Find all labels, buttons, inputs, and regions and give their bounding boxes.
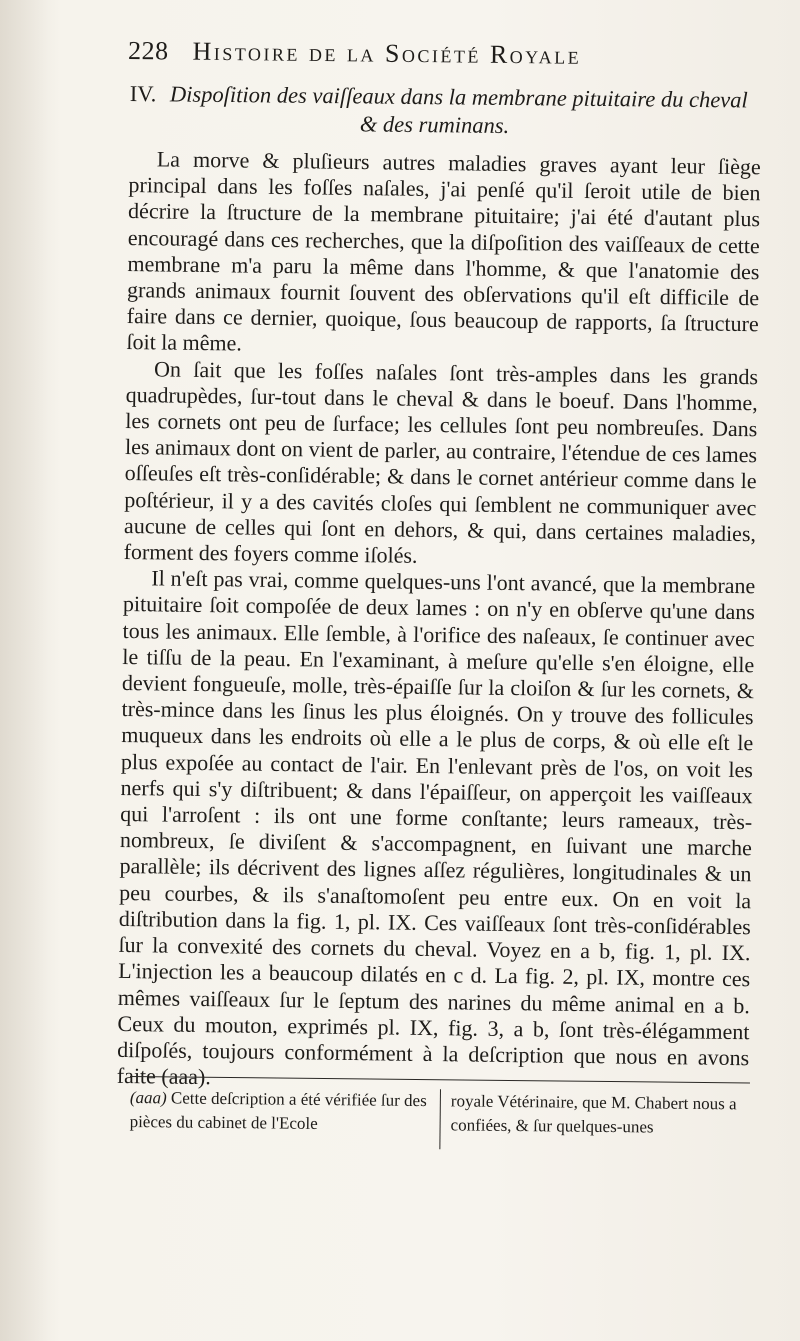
footnote-left-text: Cette deſcription a été vérifiée ſur des pièces du cabinet de l'Ecole — [129, 1088, 427, 1133]
section-number: IV. — [129, 80, 157, 107]
running-title: Histoire de la Société Royale — [192, 36, 582, 70]
body-text — [117, 146, 761, 1098]
running-head — [128, 36, 748, 82]
footnote-right-text: royale Vétérinaire, que M. Chabert nous a confiées, & ſur quelques-unes — [450, 1091, 737, 1137]
paragraph-1: La morve & pluſieurs autres maladies graves ayant leur ſiège principal dans les foſſes naſales, j'ai penſé qu'il ſeroit utile de bien décrire la ſtructure de la membrane pituitaire; j'ai été d'autant plus encouragé dans ces recherches, que la diſpoſition des vaiſſeaux de cette membrane m'a paru la même dans l'homme, & que l'anatomie des grands animaux fournit ſouvent des obſervations qu'il eſt difficile de faire dans ce dernier, quoique, ſous beaucoup de rapports, ſa ſtructure ſoit la même. — [126, 146, 761, 356]
footnote-mark: (aaa) — [129, 1087, 167, 1108]
section-heading — [129, 80, 770, 143]
footnote-right-column — [439, 1089, 750, 1152]
section-title-line1: Dispoſition des vaiſſeaux dans la membrane pituitaire du cheval — [169, 81, 748, 113]
footnote — [129, 1086, 770, 1153]
paragraph-3: Il n'eſt pas vrai, comme quelques-uns l'ont avancé, que la membrane pituitaire ſoit compoſée de deux lames : on n'y en obſerve qu'une dans tous les animaux. Elle ſemble, à l'orifice des naſeaux, ſe continuer avec le tiſſu de la peau. En l'examinant, à meſure qu'elle s'en éloigne, elle devient fongueuſe, molle, très-épaiſſe ſur la cloiſon & ſur les cornets, & très-mince dans les ſinus les plus éloignés. On y trouve des follicules muqueux dans les endroits où elle a le plus de corps, & où elle eſt le plus expoſée au contact de l'air. En l'enlevant près de l'os, on voit les nerfs qui s'y diſtribuent; & dans l'épaiſſeur, on apperçoit les vaiſſeaux qui l'arroſent : ils ont une forme conſtante; leurs rameaux, très-nombreux, ſe diviſent & s'accompagnent, en ſuivant une marche parallèle; ils décrivent des lignes aſſez régulières, longitudinales & un peu courbes, & ils s'anaſtomoſent peu entre eux. On en voit la diſtribution dans la fig. 1, pl. IX. Ces vaiſſeaux ſont très-conſidérables ſur la convexité des cornets du cheval. Voyez en a b, fig. 1, pl. IX. L'injection les a beaucoup dilatés en c d. La fig. 2, pl. IX, montre ces mêmes vaiſſeaux ſur le ſeptum des narines du même animal en a b. Ceux du mouton, exprimés pl. IX, fig. 3, a b, ſont très-élégamment diſpoſés, toujours conformément à la deſcription que nous en avons faite (aaa). — [116, 565, 756, 1090]
gutter-shadow — [0, 0, 60, 1341]
page-number: 228 — [127, 36, 169, 66]
footnote-left-column — [129, 1086, 440, 1149]
paragraph-2: On ſait que les foſſes naſales ſont très-amples dans les grands quadrupèdes, ſur-tout dans le cheval & dans le boeuf. Dans l'homme, les cornets ont peu de ſurface; les cellules ſont peu nombreuſes. Dans les animaux dont on vient de parler, au contraire, l'étendue de ces lames oſſeuſes eſt très-conſidérable; & dans le cornet antérieur comme dans le poſtérieur, il y a des cavités cloſes qui ſemblent ne communiquer avec aucune de celles qui ſont en dehors, & qui, dans certaines maladies, forment des foyers comme iſolés. — [123, 355, 759, 568]
section-title-line2: & des ruminans. — [359, 111, 510, 138]
